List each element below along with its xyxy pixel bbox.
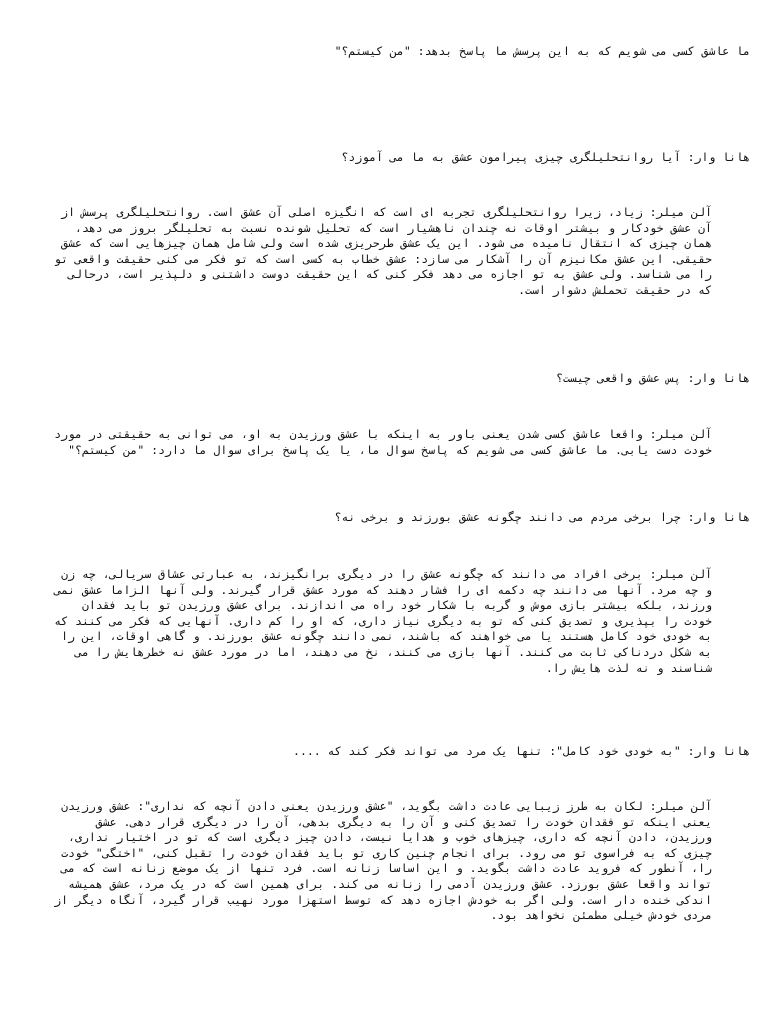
intro-line: ما عاشق کسی می شویم که به این پرسش ما پاسخ بدهد: "من کیستم؟"	[334, 44, 750, 58]
question-1: هانا وار: آیا روانتحلیلگری چیزی پیرامون عشق به ما می آموزد؟	[341, 150, 750, 164]
answer-1: آلن میلر: زیاد، زیرا روانتحلیلگری تجربه ای است که انگیزه اصلی آن عشق است. روانتحلیلگری پرسش از آن عشق خودکار و بیشتر اوقات نه چندان ناهشیار است که تحلیل شونده نسبت به تحلیلگر بروز می دهد، همان چیزی که انتقال نامیده می شود. این یک عشق طرحریزی شده است ولی شامل همان چیزهایی است که عشق حقیقی. این عشق مکانیزم آن را آشکار می سازد: عشق خطاب به کسی است که تو فکر می کنی حقیقت واقعی تو را می شناسد. ولی عشق به تو اجازه می دهد فکر کنی که این حقیقت دوست داشتنی و دلپذیر است، درحالی که در حقیقت تحملش دشوار است.	[54, 205, 712, 297]
answer-4: آلن میلر: لکان به طرز زیبایی عادت داشت بگوید، "عشق ورزیدن یعنی دادن آنچه که نداری": عشق ورزیدن یعنی اینکه تو فقدان خودت را تصدیق کنی و آن را به دیگری بدهی، آن را در دیگری قرار دهی. عشق ورزیدن، دادن آنچه که داری، چیزهای خوب و هدایا نیست، دادن چیز دیگری است که تو در اختیار نداری، چیزی که به فراسوی تو می رود. برای انجام چنین کاری تو باید فقدان خودت را تقبل کنی، "اختگی" خودت را، آنطور که فروید عادت داشت بگوید. و این اساسا زنانه است. فرد تنها از یک موضع زنانه است که می تواند واقعا عشق بورزد. عشق ورزیدن آدمی را زنانه می کند. برای همین است که در یک مرد، عشق همیشه اندکی خنده دار است. ولی اگر به خودش اجازه دهد که توسط استهزا مورد نهیب قرار گیرد، آنگاه دیگر از مردی خودش خیلی مطمئن نخواهد بود.	[54, 799, 712, 923]
question-3: هانا وار: چرا برخی مردم می دانند چگونه عشق بورزند و برخی نه؟	[334, 510, 750, 524]
question-2: هانا وار: پس عشق واقعی چیست؟	[556, 371, 750, 385]
answer-3: آلن میلر: برخی افراد می دانند که چگونه عشق را در دیگری برانگیزند، به عبارتی عشاق سریالی، چه زن و چه مرد. آنها می دانند چه دکمه ای را فشار دهند که مورد عشق قرار گیرند. ولی آنها الزاما عشق نمی ورزند، بلکه بیشتر بازی موش و گربه با شکار خود راه می اندازند. برای عشق ورزیدن تو باید فقدان خودت را بپذیری و تصدیق کنی که تو به دیگری نیاز داری، که او را کم داری. آنهایی که فکر می کنند که به خودی خود کامل هستند یا می خواهند که باشند، نمی دانند چگونه عشق بورزند. و گاهی اوقات، این را به شکل دردناکی ثابت می کنند. آنها بازی می کنند، نخ می دهند، اما در مورد عشق نه خطرهایش را می شناسند و نه لذت هایش را.	[54, 567, 712, 675]
question-4: هانا وار: "به خودی خود کامل": تنها یک مرد می تواند فکر کند که ....	[293, 744, 750, 758]
answer-2: آلن میلر: واقعا عاشق کسی شدن یعنی باور به اینکه با عشق ورزیدن به او، می توانی به حقیقتی در مورد خودت دست یابی. ما عاشق کسی می شویم که پاسخ سوال ما، یا یک پاسخ برای سوال ما دارد: "من کیستم؟"	[54, 427, 712, 457]
